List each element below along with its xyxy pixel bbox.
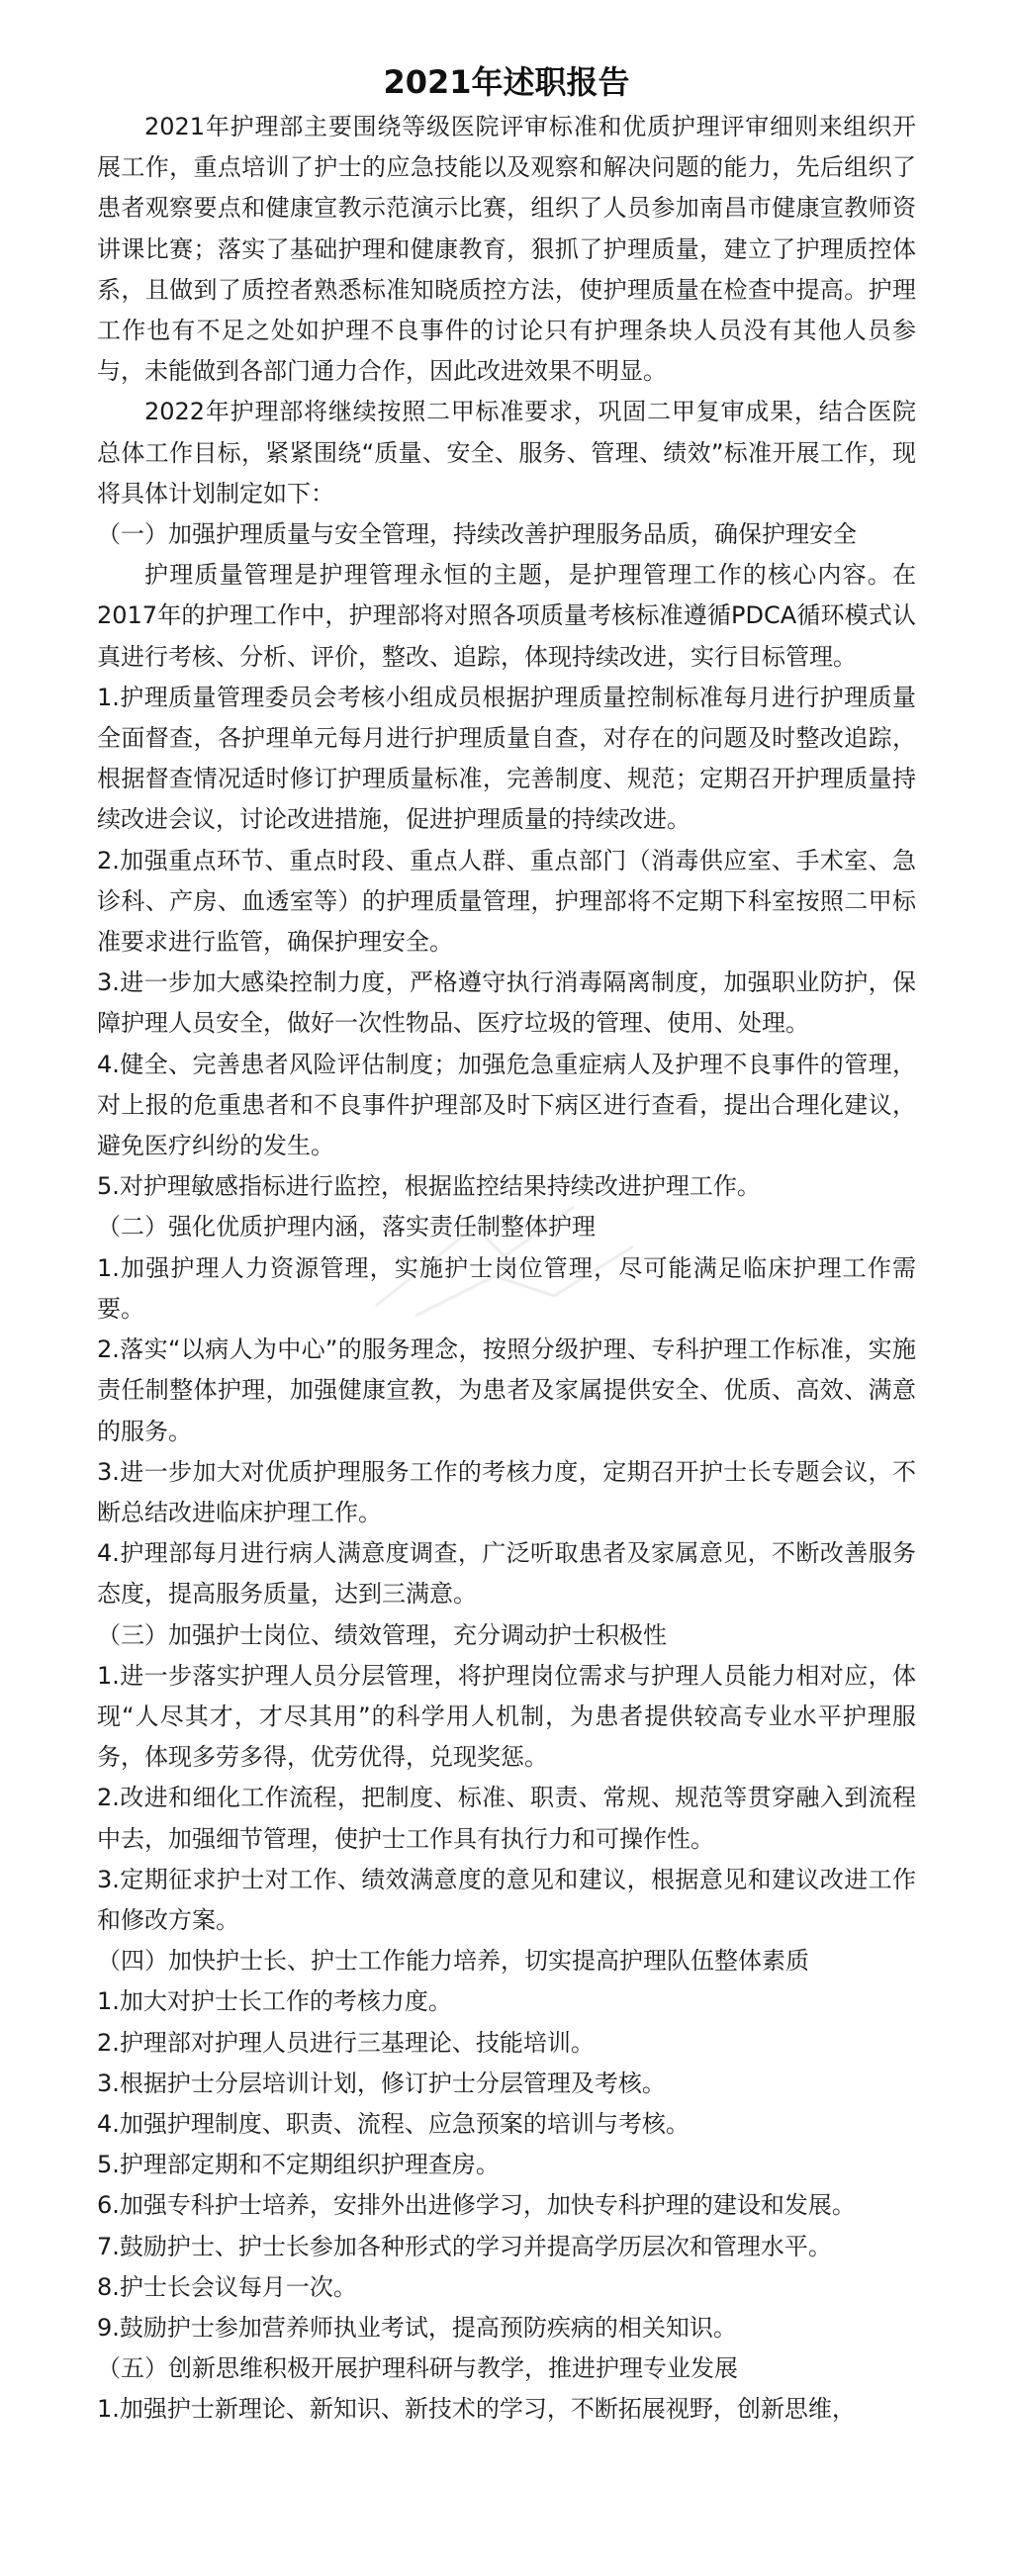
list-item: 1.加强护理人力资源管理，实施护士岗位管理，尽可能满足临床护理工作需要。	[97, 1253, 916, 1323]
list-item: 5.护理部定期和不定期组织护理查房。	[97, 2151, 500, 2179]
list-item: 1.加大对护士长工作的考核力度。	[97, 1987, 452, 2016]
list-item: 6.加强专科护士培养，安排外出进修学习，加快专科护理的建设和发展。	[97, 2191, 856, 2220]
intro-paragraph: 2022年护理部将继续按照二甲标准要求，巩固二甲复审成果，结合医院总体工作目标，紧紧围绕“质量、安全、服务、管理、绩效”标准开展工作，现将具体计划制定如下：	[97, 398, 916, 507]
list-item: 2.落实“以病人为中心”的服务理念，按照分级护理、专科护理工作标准，实施责任制整体护理，加强健康宣教，为患者及家属提供安全、优质、高效、满意的服务。	[97, 1335, 916, 1445]
list-item: 7.鼓励护士、护士长参加各种形式的学习并提高学历层次和管理水平。	[97, 2232, 832, 2260]
document-page	[97, 59, 916, 2431]
section-heading: （二）强化优质护理内涵，落实责任制整体护理	[97, 1213, 596, 1242]
list-item: 2.护理部对护理人员进行三基理论、技能培训。	[97, 2028, 595, 2057]
intro-paragraph: 2021年护理部主要围绕等级医院评审标准和优质护理评审细则来组织开展工作，重点培训了护士的应急技能以及观察和解决问题的能力，先后组织了患者观察要点和健康宣教示范演示比赛，组织了人员参加南昌市健康宣教师资讲课比赛；落实了基础护理和健康教育，狠抓了护理质量，建立了护理质控体系，且做到了质控者熟悉标准知晓质控方法，使护理质量在检查中提高。护理工作也有不足之处如护理不良事件的讨论只有护理条块人员没有其他人员参与，未能做到各部门通力合作，因此改进效果不明显。	[97, 113, 916, 386]
section-heading: （一）加强护理质量与安全管理，持续改善护理服务品质，确保护理安全	[97, 520, 857, 549]
list-item: 1.护理质量管理委员会考核小组成员根据护理质量控制标准每月进行护理质量全面督查，各护理单元每月进行护理质量自查，对存在的问题及时整改追踪，根据督查情况适时修订护理质量标准，完善制度、规范；定期召开护理质量持续改进会议，讨论改进措施，促进护理质量的持续改进。	[97, 683, 916, 834]
list-item: 3.进一步加大感染控制力度，严格遵守执行消毒隔离制度，加强职业防护，保障护理人员安全，做好一次性物品、医疗垃圾的管理、使用、处理。	[97, 968, 916, 1038]
section-heading: （四）加快护士长、护士工作能力培养，切实提高护理队伍整体素质	[97, 1947, 809, 1976]
list-item: 8.护士长会议每月一次。	[97, 2272, 357, 2301]
list-item: 5.对护理敏感指标进行监控，根据监控结果持续改进护理工作。	[97, 1172, 761, 1201]
document-title: 2021年述职报告	[383, 63, 630, 101]
list-item: 4.健全、完善患者风险评估制度；加强危急重症病人及护理不良事件的管理，对上报的危重患者和不良事件护理部及时下病区进行查看，提出合理化建议，避免医疗纠纷的发生。	[97, 1050, 916, 1160]
list-item: 4.护理部每月进行病人满意度调查，广泛听取患者及家属意见，不断改善服务态度，提高服务质量，达到三满意。	[97, 1539, 916, 1609]
list-item: 1.进一步落实护理人员分层管理，将护理岗位需求与护理人员能力相对应，体现“人尽其才，才尽其用”的科学用人机制，为患者提供较高专业水平护理服务，体现多劳多得，优劳优得，兑现奖惩。	[97, 1661, 916, 1772]
list-item: 2.加强重点环节、重点时段、重点人群、重点部门（消毒供应室、手术室、急诊科、产房、血透室等）的护理质量管理，护理部将不定期下科室按照二甲标准要求进行监管，确保护理安全。	[97, 846, 916, 957]
list-item: 4.加强护理制度、职责、流程、应急预案的培训与考核。	[97, 2109, 690, 2138]
list-item: 3.进一步加大对优质护理服务工作的考核力度，定期召开护士长专题会议，不断总结改进临床护理工作。	[97, 1457, 916, 1526]
list-item: 3.根据护士分层培训计划，修订护士分层管理及考核。	[97, 2069, 666, 2097]
section-heading: （三）加强护士岗位、绩效管理，充分调动护士积极性	[97, 1620, 667, 1649]
section-lead: 护理质量管理是护理管理永恒的主题，是护理管理工作的核心内容。在2017年的护理工作中，护理部将对照各项质量考核标准遵循PDCA循环模式认真进行考核、分析、评价，整改、追踪，体现持续改进，实行目标管理。	[97, 561, 916, 671]
list-item: 3.定期征求护士对工作、绩效满意度的意见和建议，根据意见和建议改进工作和修改方案。	[97, 1865, 916, 1934]
list-item: 2.改进和细化工作流程，把制度、标准、职责、常规、规范等贯穿融入到流程中去，加强细节管理，使护士工作具有执行力和可操作性。	[97, 1784, 916, 1853]
list-item: 9.鼓励护士参加营养师执业考试，提高预防疾病的相关知识。	[97, 2313, 737, 2342]
section-heading: （五）创新思维积极开展护理科研与教学，推进护理专业发展	[97, 2354, 738, 2383]
list-item: 1.加强护士新理论、新知识、新技术的学习，不断拓展视野，创新思维，	[97, 2395, 856, 2424]
